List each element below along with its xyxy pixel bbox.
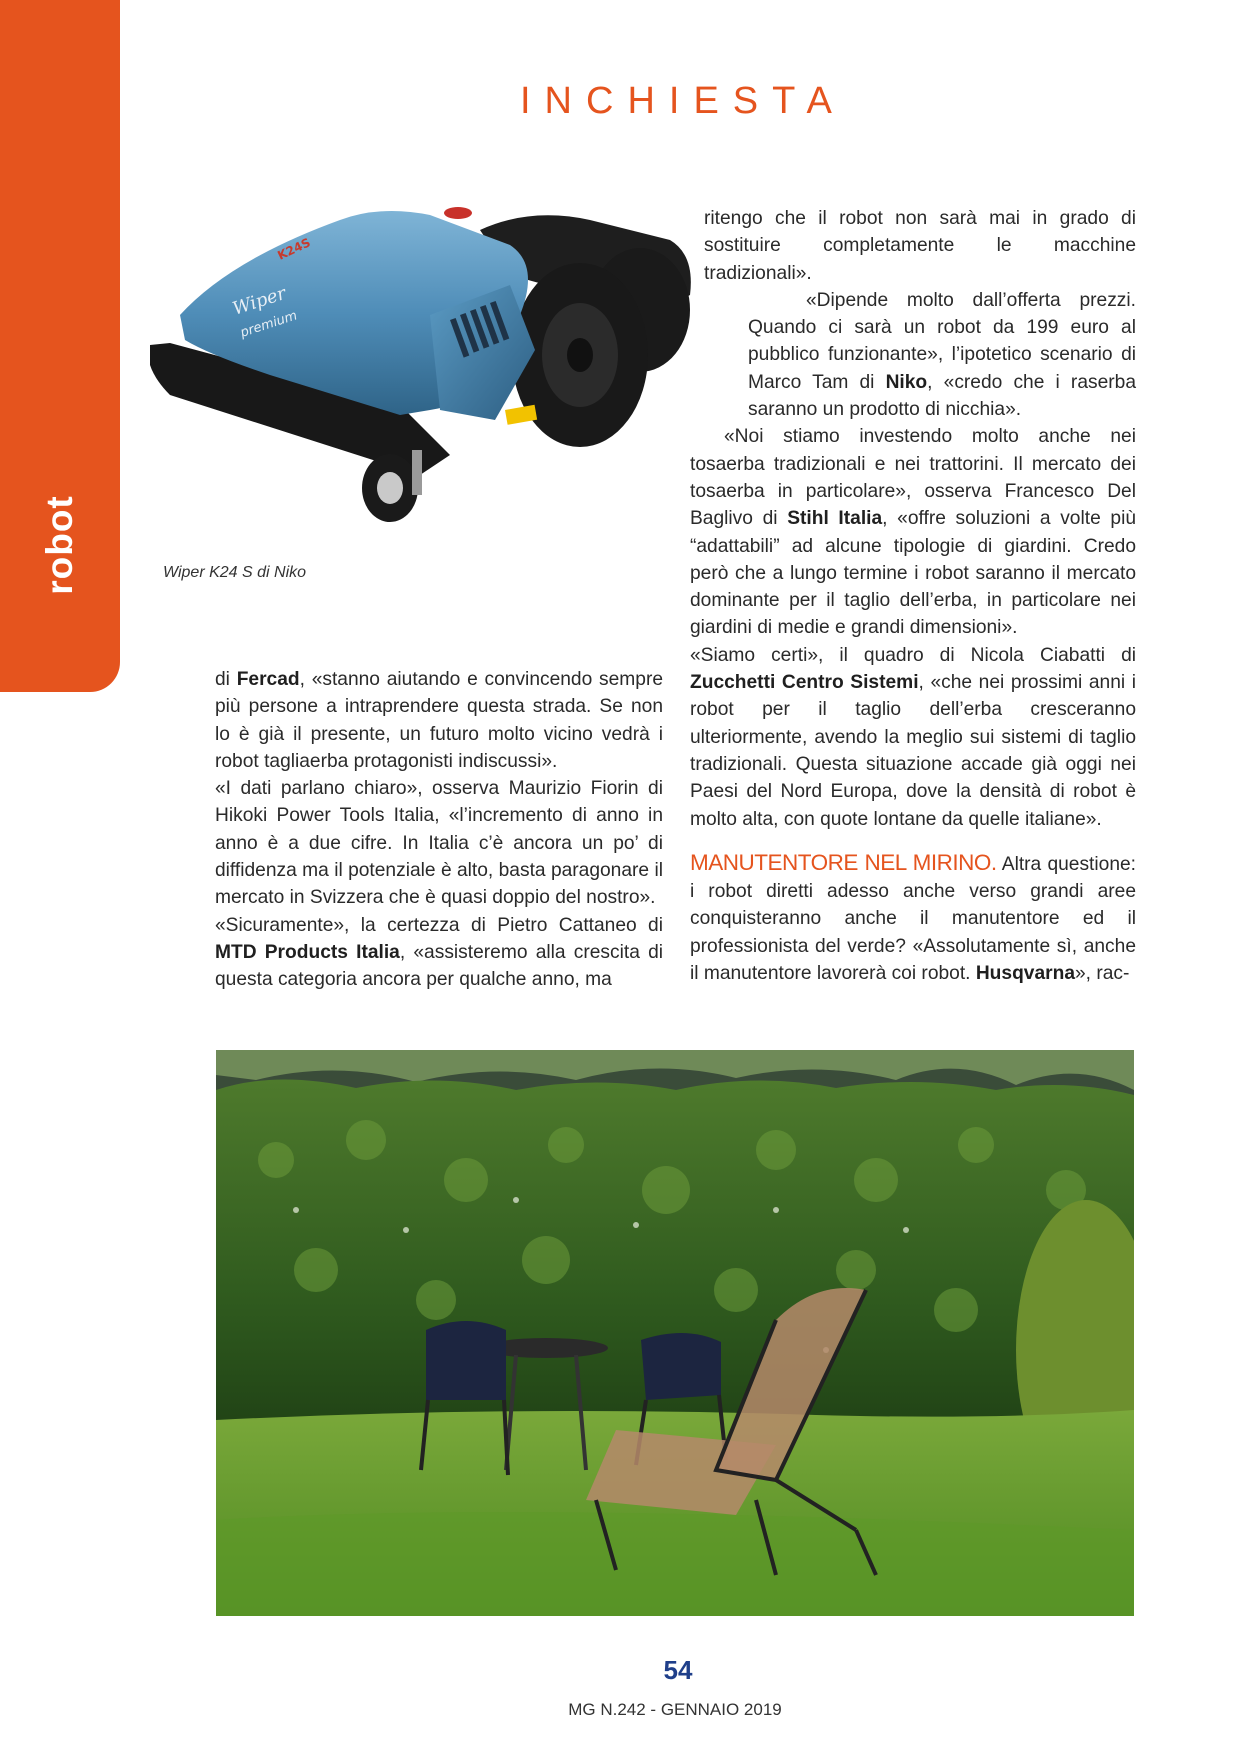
- paragraph-text: «Siamo certi», il quadro di Nicola Ciabatti di: [690, 644, 1136, 666]
- paragraph-text: ritengo che il robot non sarà mai in grado di sostituire completamente le macchine tradizionali».: [704, 208, 1136, 284]
- spacer: [690, 833, 1136, 849]
- paragraph-text: , «stanno aiutando e convincendo sempre più persone a intraprendere questa strada. Se non lo è già il presente, un futuro molto vicino vedrà i robot tagliaerba protagonisti indiscussi».: [215, 669, 663, 772]
- paragraph-text: , «che nei prossimi anni i robot per il taglio dell’erba cresceranno ulteriormente, avendo la meglio sui sistemi di taglio tradizionali. Questa situazione accade già oggi nei Paesi del Nord Europa, dove la densità di robot è molto alta, con quote lontane da quelle italiane».: [690, 672, 1136, 830]
- company-name: MTD Products Italia: [215, 941, 400, 963]
- paragraph-text: «I dati parlano chiaro», osserva Maurizio Fiorin di Hikoki Power Tools Italia, «l’incremento di anno in anno è a due cifre. In Italia c’è ancora un po’ di diffidenza ma il potenziale è alto, basta paragonare il mercato in Svizzera che è quasi doppio del nostro».: [215, 778, 663, 909]
- company-name: Husqvarna: [975, 963, 1075, 985]
- paragraph: [690, 287, 1136, 423]
- paragraph: [690, 205, 1136, 287]
- paragraph-text: «Dipende molto dall’offerta prezzi. Quando ci sarà un robot da 199 euro al pubblico funzionante», l’ipotetico scenario di Marco Tam di: [748, 289, 1136, 393]
- paragraph: [215, 666, 663, 775]
- paragraph: [690, 849, 1136, 987]
- paragraph: [690, 423, 1136, 641]
- paragraph-text: Altra questione: i robot diretti adesso anche verso grandi aree conquisteranno anche il manutentore ed il professionista del verde? «Assolutamente sì, anche il manutentore lavorerà coi robot.: [690, 853, 1136, 985]
- model-text: premium: [238, 308, 300, 341]
- paragraph-text: «Noi stiamo investendo molto anche nei tosaerba tradizionali e nei trattorini. Il mercato dei tosaerba in particolare», osserva Francesco Del Baglivo di: [690, 426, 1136, 530]
- issue-line: MG N.242 - GENNAIO 2019: [568, 1700, 782, 1719]
- company-name: Niko: [885, 371, 928, 393]
- subheading: MANUTENTORE NEL MIRINO.: [690, 849, 997, 875]
- paragraph-text: , «credo che i raserba saranno un prodotto di nicchia».: [748, 371, 1136, 421]
- paragraph-text: », rac-: [1075, 963, 1130, 985]
- robot-mower-photo: [150, 205, 735, 570]
- company-name: Zucchetti Centro Sistemi: [690, 672, 919, 694]
- garden-photo: [216, 1050, 1134, 1616]
- right-column: [690, 205, 1136, 987]
- paragraph: [690, 642, 1136, 833]
- badge-text: K24S: [275, 235, 313, 263]
- photo-caption: Wiper K24 S di Niko: [163, 564, 307, 581]
- section-title: INCHIESTA: [520, 80, 846, 122]
- page-number: 54: [663, 1655, 693, 1685]
- paragraph: [215, 775, 663, 911]
- side-tab-label: robot: [39, 495, 80, 595]
- paragraph-text: «Sicuramente», la certezza di Pietro Cattaneo di: [215, 914, 663, 936]
- section-side-tab: [0, 0, 120, 692]
- paragraph-text: , «offre soluzioni a volte più “adattabili” ad alcune tipologie di giardini. Credo però che a lungo termine i robot saranno il mercato dominante per il taglio dell’erba, in particolare nei giardini di medie e grandi dimensioni».: [690, 508, 1137, 639]
- company-name: Stihl Italia: [787, 508, 883, 530]
- paragraph-text: , «assisteremo alla crescita di questa categoria ancora per qualche anno, ma: [215, 941, 664, 991]
- company-name: Fercad: [236, 669, 300, 690]
- brand-text: Wiper: [230, 282, 289, 320]
- paragraph-text: di: [215, 669, 237, 690]
- paragraph: [215, 912, 663, 994]
- left-column: [215, 666, 663, 994]
